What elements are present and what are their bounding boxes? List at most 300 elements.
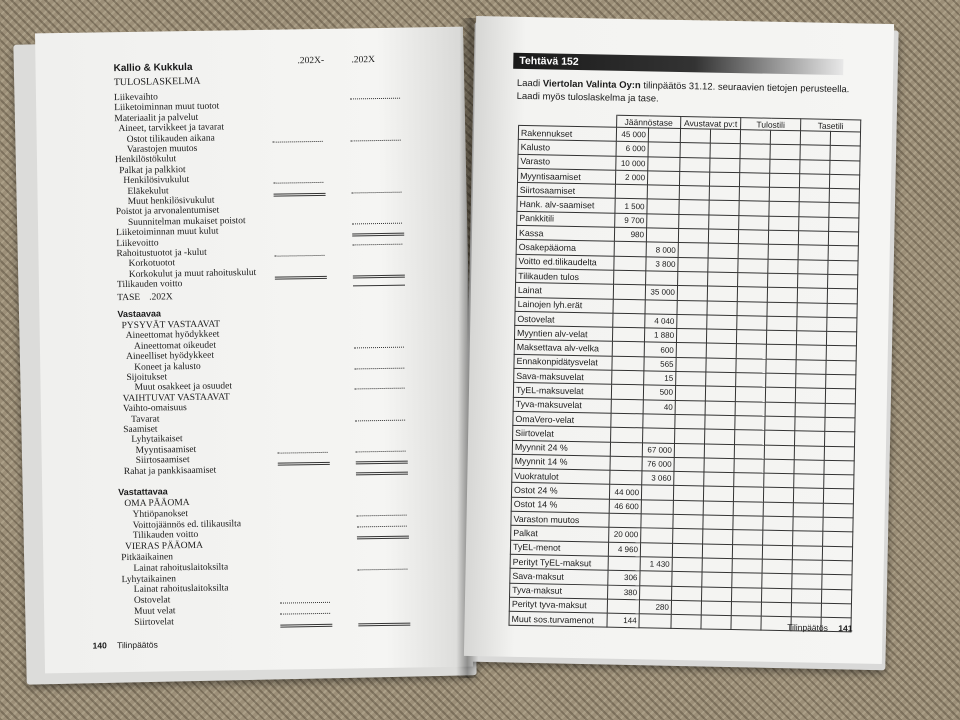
empty-cell (823, 503, 853, 518)
answer-line (357, 568, 407, 570)
empty-cell (768, 259, 798, 274)
account-name: Vuokratulot (512, 468, 610, 484)
empty-cell (795, 417, 825, 432)
statement-line: Lyhytaikainen (121, 573, 177, 585)
statement-line: Eläkekulut (127, 185, 169, 197)
debit-value (612, 370, 644, 385)
debit-value: 9 700 (615, 213, 647, 228)
debit-value (607, 599, 639, 614)
empty-cell (733, 487, 763, 502)
empty-cell (829, 174, 859, 189)
empty-cell (768, 245, 798, 260)
empty-cell (708, 243, 738, 258)
answer-line (352, 222, 402, 224)
empty-cell (703, 515, 733, 530)
empty-cell (710, 158, 740, 173)
empty-cell (738, 273, 768, 288)
empty-cell (830, 146, 860, 161)
empty-cell (763, 488, 793, 503)
empty-cell (793, 531, 823, 546)
empty-cell (735, 401, 765, 416)
account-name: Varaston muutos (511, 511, 609, 527)
empty-cell (797, 317, 827, 332)
empty-cell (673, 486, 703, 501)
empty-cell (673, 514, 703, 529)
empty-cell (763, 516, 793, 531)
statement-line: Lyhytaikaiset (131, 434, 183, 446)
empty-cell (769, 202, 799, 217)
statement-line: Tilikauden voitto (132, 530, 199, 542)
statement-line: Palkat ja palkkiot (119, 164, 186, 176)
empty-cell (676, 343, 706, 358)
answer-line (356, 471, 408, 475)
empty-cell (770, 145, 800, 160)
empty-cell (828, 260, 858, 275)
account-name: Tyva-maksuvelat (513, 397, 611, 413)
empty-cell (732, 558, 762, 573)
empty-cell (679, 200, 709, 215)
statement-line: OMA PÄÄOMA (124, 498, 190, 510)
empty-cell (766, 330, 796, 345)
empty-cell (770, 159, 800, 174)
income-statement-title: TULOSLASKELMA (113, 75, 201, 89)
empty-cell (706, 372, 736, 387)
account-name: Myyntisaamiset (517, 168, 615, 184)
answer-line (278, 462, 330, 466)
debit-value: 46 600 (609, 499, 641, 514)
empty-cell (733, 516, 763, 531)
answer-line (354, 367, 404, 369)
statement-line: Lainat rahoituslaitoksilta (133, 583, 229, 596)
statement-line: Henkilöstökulut (114, 154, 177, 166)
empty-cell (764, 473, 794, 488)
empty-cell (826, 374, 856, 389)
empty-cell (678, 271, 708, 286)
account-name: Rakennukset (518, 125, 616, 141)
credit-value (641, 528, 673, 543)
empty-cell (702, 558, 732, 573)
empty-cell (710, 143, 740, 158)
debit-value (612, 327, 644, 342)
statement-line: VAIHTUVAT VASTAAVAT (122, 392, 230, 404)
statement-line: Muut osakkeet ja osuudet (134, 381, 233, 394)
empty-cell (795, 431, 825, 446)
debit-value (610, 456, 642, 471)
debit-value (611, 399, 643, 414)
statement-line: Korkotuotot (128, 258, 176, 270)
account-name: Muut sos.turvamenot (509, 611, 607, 627)
empty-cell (761, 602, 791, 617)
empty-cell (762, 559, 792, 574)
statement-line: Poistot ja arvonalentumiset (115, 205, 220, 218)
empty-cell (823, 532, 853, 547)
empty-cell (705, 415, 735, 430)
empty-cell (762, 545, 792, 560)
empty-cell (827, 317, 857, 332)
empty-cell (792, 560, 822, 575)
answer-line (275, 255, 325, 257)
empty-cell (679, 214, 709, 229)
account-name: Kassa (516, 225, 614, 241)
empty-cell (705, 386, 735, 401)
empty-cell (672, 543, 702, 558)
empty-cell (680, 128, 710, 143)
empty-cell (740, 130, 770, 145)
statement-line: Aineettomat oikeudet (133, 340, 217, 352)
statement-line: Ostovelat (133, 595, 171, 607)
debit-value (610, 442, 642, 457)
empty-cell (675, 386, 705, 401)
task-line-2: Laadi myös tuloslaskelma ja tase. (516, 90, 659, 105)
answer-line (352, 243, 402, 245)
trial-balance-table (508, 113, 861, 633)
left-page-footer (93, 640, 158, 651)
empty-cell (734, 473, 764, 488)
debit-value (614, 270, 646, 285)
empty-cell (674, 457, 704, 472)
empty-cell (825, 389, 855, 404)
empty-cell (793, 502, 823, 517)
account-name: Ostot 14 % (511, 497, 609, 513)
empty-cell (794, 474, 824, 489)
empty-cell (798, 245, 828, 260)
account-name: Kalusto (518, 140, 616, 156)
account-name: Tilikauden tulos (516, 268, 614, 284)
empty-cell (792, 545, 822, 560)
header-jaannostase: Jäännöstase (617, 115, 681, 128)
empty-cell (799, 188, 829, 203)
empty-cell (710, 129, 740, 144)
statement-line: Rahat ja pankkisaamiset (123, 465, 217, 477)
empty-cell (763, 502, 793, 517)
left-page-number: 140 (92, 640, 107, 651)
credit-value: 565 (644, 357, 676, 372)
credit-value: 1 880 (644, 328, 676, 343)
account-name: Palkat (511, 526, 609, 542)
empty-cell (800, 145, 830, 160)
column-heading-period: .202X- (297, 55, 325, 67)
empty-cell (798, 274, 828, 289)
empty-cell (766, 359, 796, 374)
credit-value (641, 500, 673, 515)
empty-cell (821, 603, 851, 618)
credit-value (646, 271, 678, 286)
empty-cell (672, 586, 702, 601)
empty-cell (766, 373, 796, 388)
empty-cell (707, 286, 737, 301)
account-name: Lainojen lyh.erät (515, 297, 613, 313)
credit-value (648, 128, 680, 143)
credit-value (643, 414, 675, 429)
statement-line: Materiaalit ja palvelut (114, 112, 199, 124)
debit-value (613, 284, 645, 299)
empty-cell (821, 589, 851, 604)
statement-line: Varastojen muutos (126, 143, 198, 155)
empty-cell (675, 429, 705, 444)
task-instructions (517, 77, 857, 110)
empty-cell (731, 616, 761, 631)
account-name: Myyntien alv-velat (514, 326, 612, 342)
empty-cell (798, 231, 828, 246)
statement-line: Myyntisaamiset (135, 444, 197, 456)
debit-value: 45 000 (616, 127, 648, 142)
empty-cell (672, 572, 702, 587)
empty-cell (676, 357, 706, 372)
empty-cell (708, 258, 738, 273)
empty-cell (826, 360, 856, 375)
debit-value (612, 342, 644, 357)
empty-cell (822, 546, 852, 561)
statement-line: PYSYVÄT VASTAAVAT (121, 319, 221, 332)
empty-cell (671, 614, 701, 629)
empty-cell (677, 300, 707, 315)
empty-cell (824, 474, 854, 489)
credit-value (648, 156, 680, 171)
empty-cell (797, 288, 827, 303)
empty-cell (798, 259, 828, 274)
empty-cell (704, 458, 734, 473)
statement-line: Aineettomat hyödykkeet (125, 329, 220, 342)
empty-cell (764, 445, 794, 460)
empty-cell (830, 131, 860, 146)
empty-cell (731, 601, 761, 616)
statement-line: Tavarat (130, 414, 160, 425)
task-line-1-start: Laadi (516, 77, 543, 90)
empty-cell (740, 158, 770, 173)
account-name: Tyva-maksut (510, 583, 608, 599)
answer-line (358, 622, 410, 626)
left-page (35, 27, 473, 674)
answer-line (280, 624, 332, 628)
empty-cell (762, 573, 792, 588)
empty-cell (734, 444, 764, 459)
empty-cell (674, 443, 704, 458)
credit-value (639, 614, 671, 629)
empty-cell (709, 215, 739, 230)
debit-value: 380 (608, 585, 640, 600)
debit-value (612, 356, 644, 371)
account-name: Maksettava alv-velka (514, 340, 612, 356)
answer-line (351, 139, 401, 141)
liabilities-title: Vastattavaa (118, 486, 168, 498)
empty-cell (701, 601, 731, 616)
credit-value: 600 (644, 342, 676, 357)
empty-cell (822, 574, 852, 589)
empty-cell (800, 131, 830, 146)
debit-value (609, 513, 641, 528)
empty-cell (763, 530, 793, 545)
statement-line: Pitkäaikainen (121, 552, 174, 564)
statement-line: Ostot tilikauden aikana (126, 133, 215, 145)
credit-value (643, 428, 675, 443)
empty-cell (675, 414, 705, 429)
debit-value: 1 500 (615, 199, 647, 214)
debit-value: 144 (607, 613, 639, 628)
account-name: Lainat (515, 283, 613, 299)
account-name: Sava-maksut (510, 569, 608, 585)
debit-value: 980 (614, 227, 646, 242)
empty-cell (824, 432, 854, 447)
empty-cell (829, 189, 859, 204)
empty-cell (703, 529, 733, 544)
empty-cell (739, 215, 769, 230)
account-name: Perityt tyva-maksut (509, 597, 607, 613)
credit-value: 3 060 (642, 471, 674, 486)
debit-value (610, 470, 642, 485)
empty-cell (736, 344, 766, 359)
statement-line: Henkilösivukulut (123, 175, 190, 187)
empty-cell (678, 243, 708, 258)
empty-cell (768, 230, 798, 245)
answer-line (273, 140, 323, 142)
empty-cell (793, 488, 823, 503)
empty-cell (705, 401, 735, 416)
statement-line: Lainat rahoituslaitoksilta (133, 562, 229, 574)
task-line-1-end: tilinpäätös 31.12. seuraavien tietojen perusteella. (640, 80, 850, 96)
debit-value: 306 (608, 570, 640, 585)
empty-cell (736, 330, 766, 345)
empty-cell (703, 501, 733, 516)
empty-cell (823, 517, 853, 532)
debit-value (611, 385, 643, 400)
empty-cell (800, 159, 830, 174)
empty-cell (709, 172, 739, 187)
account-name: Siirtovelat (513, 426, 611, 442)
empty-cell (764, 459, 794, 474)
empty-cell (679, 186, 709, 201)
account-name: Ostovelat (515, 311, 613, 327)
empty-cell (706, 329, 736, 344)
empty-cell (796, 331, 826, 346)
empty-cell (769, 216, 799, 231)
empty-cell (708, 272, 738, 287)
statement-line: Sijoitukset (126, 372, 168, 384)
credit-value (640, 571, 672, 586)
assets-title: Vastaavaa (117, 308, 162, 320)
empty-cell (761, 588, 791, 603)
statement-line: Vaihto-omaisuus (122, 403, 187, 415)
debit-value: 10 000 (616, 156, 648, 171)
account-name: Osakepääoma (516, 240, 614, 256)
empty-cell (701, 615, 731, 630)
empty-cell (732, 573, 762, 588)
account-name: Sava-maksuvelat (514, 368, 612, 384)
debit-value: 2 000 (615, 170, 647, 185)
account-name: Hank. alv-saamiset (517, 197, 615, 213)
empty-cell (737, 315, 767, 330)
empty-cell (672, 557, 702, 572)
debit-value (614, 256, 646, 271)
answer-line (352, 191, 402, 193)
credit-value (645, 299, 677, 314)
empty-cell (796, 374, 826, 389)
empty-cell (830, 160, 860, 175)
answer-line (356, 461, 408, 465)
statement-line: Muut velat (134, 606, 176, 617)
empty-cell (767, 316, 797, 331)
empty-cell (736, 358, 766, 373)
debit-value (611, 413, 643, 428)
statement-line: Saamiset (123, 424, 158, 436)
empty-cell (794, 445, 824, 460)
empty-cell (701, 586, 731, 601)
empty-cell (799, 174, 829, 189)
answer-line (353, 285, 405, 287)
answer-line (355, 388, 405, 390)
account-name: TyEL-menot (510, 540, 608, 556)
empty-cell (677, 286, 707, 301)
header-tasetili: Tasetili (801, 119, 861, 132)
statement-line: Tilikauden voitto (116, 279, 183, 291)
empty-cell (828, 274, 858, 289)
empty-cell (827, 289, 857, 304)
header-tulostili: Tulostili (741, 118, 801, 131)
answer-line (275, 276, 327, 280)
empty-cell (826, 331, 856, 346)
empty-cell (680, 157, 710, 172)
credit-value (646, 228, 678, 243)
empty-cell (678, 257, 708, 272)
credit-value: 1 430 (640, 557, 672, 572)
empty-cell (738, 244, 768, 259)
column-heading-year: .202X (351, 55, 376, 66)
credit-value (647, 214, 679, 229)
credit-value (647, 199, 679, 214)
empty-cell (740, 144, 770, 159)
empty-cell (791, 588, 821, 603)
statement-line: Liiketoiminnan muut tuotot (114, 101, 220, 114)
empty-cell (769, 173, 799, 188)
right-page-footer (787, 622, 853, 633)
debit-value: 44 000 (609, 485, 641, 500)
empty-cell (828, 231, 858, 246)
statement-line: Liikevoitto (116, 238, 159, 249)
empty-cell (734, 458, 764, 473)
statement-line: Liiketoiminnan muut kulut (116, 226, 219, 239)
empty-cell (769, 187, 799, 202)
empty-cell (678, 229, 708, 244)
empty-cell (735, 416, 765, 431)
answer-line (357, 525, 407, 527)
empty-cell (673, 500, 703, 515)
empty-cell (707, 315, 737, 330)
task-title: Tehtävä 152 (513, 53, 843, 75)
empty-cell (737, 301, 767, 316)
empty-cell (703, 486, 733, 501)
right-page (464, 16, 894, 664)
empty-cell (825, 403, 855, 418)
answer-line (352, 233, 404, 237)
answer-line (350, 98, 400, 100)
empty-cell (706, 358, 736, 373)
empty-cell (733, 501, 763, 516)
balance-sheet-title: TASE (117, 292, 141, 304)
answer-line (356, 450, 406, 452)
account-name: Myynnit 14 % (512, 454, 610, 470)
answer-line (355, 419, 405, 421)
empty-cell (675, 400, 705, 415)
empty-cell (826, 346, 856, 361)
empty-cell (823, 489, 853, 504)
account-name: Ennakonpidätysvelat (514, 354, 612, 370)
credit-value: 3 800 (646, 257, 678, 272)
empty-cell (704, 444, 734, 459)
credit-value: 8 000 (646, 242, 678, 257)
empty-cell (707, 301, 737, 316)
empty-cell (822, 560, 852, 575)
debit-value: 6 000 (616, 142, 648, 157)
empty-cell (799, 202, 829, 217)
